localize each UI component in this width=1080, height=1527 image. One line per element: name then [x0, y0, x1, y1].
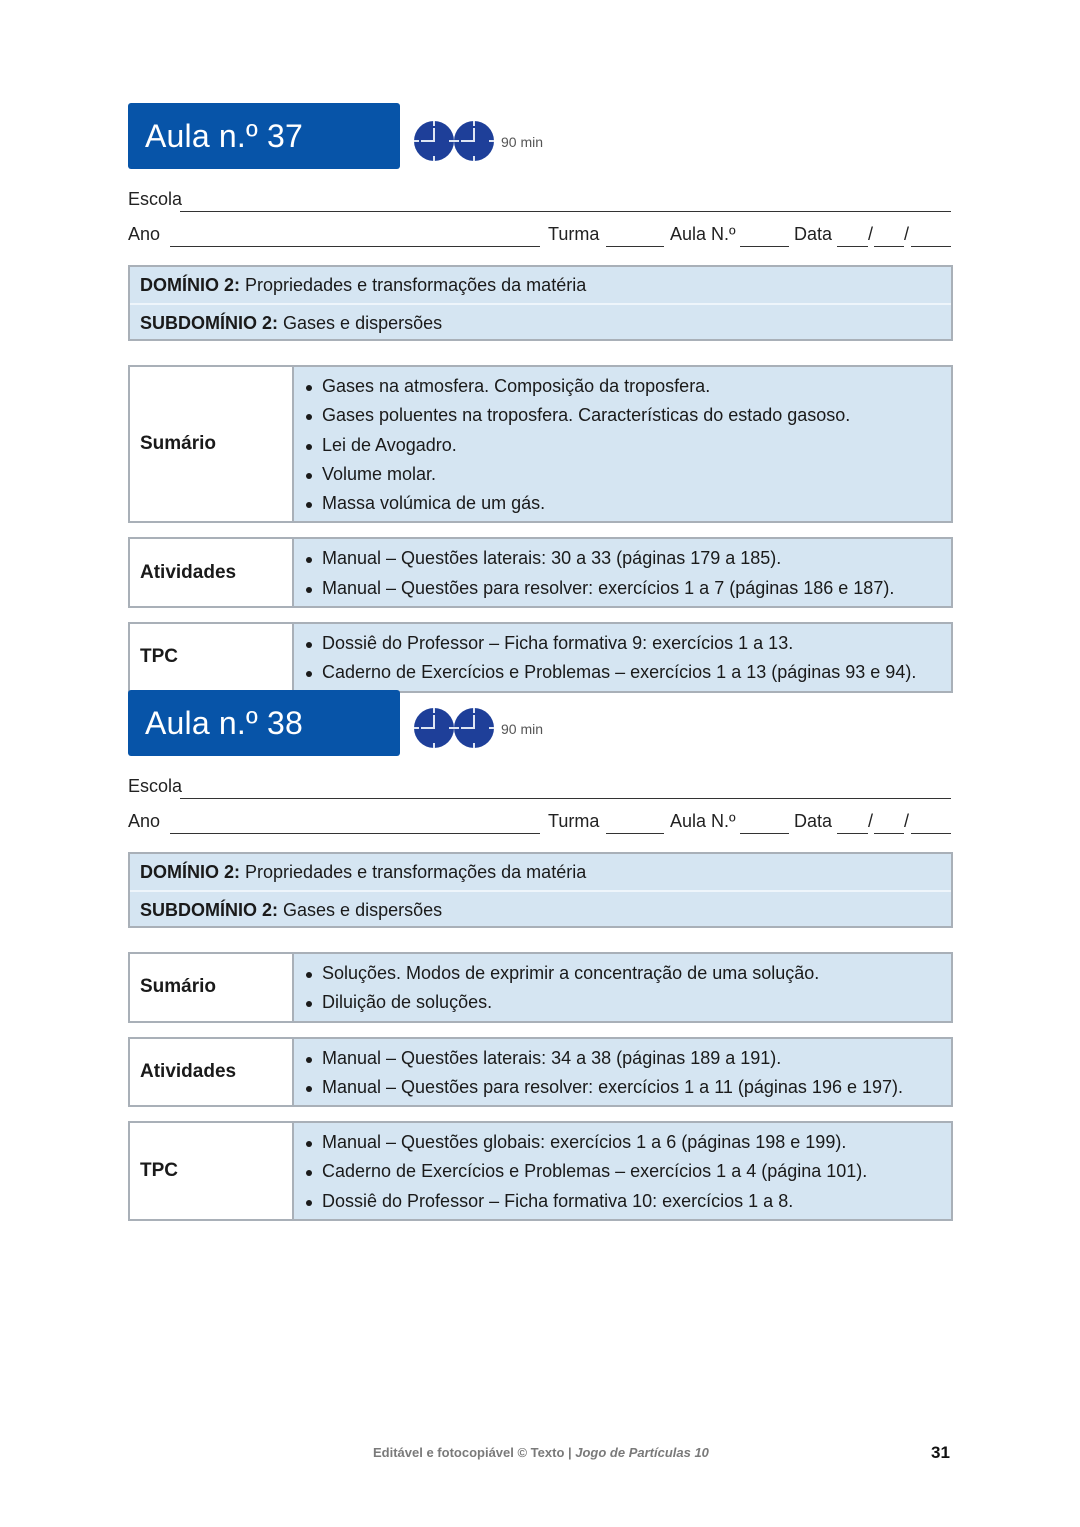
date-separator: / [868, 224, 874, 244]
aula-number-input-line[interactable] [740, 833, 789, 834]
date-day-input-line[interactable] [837, 246, 868, 247]
copyright-label: Editável e fotocopiável © Texto | [373, 1445, 576, 1460]
subdominio-label: SUBDOMÍNIO 2: [140, 313, 279, 333]
sumario-table [128, 952, 953, 1023]
lesson-37 [128, 103, 953, 693]
sumario-list [304, 959, 951, 1018]
escola-label: Escola [128, 776, 183, 796]
atividades-list [304, 1044, 951, 1103]
date-month-input-line[interactable] [874, 833, 904, 834]
escola-input-line[interactable] [180, 798, 951, 799]
aula-number-label: Aula N.º [670, 811, 736, 831]
turma-input-line[interactable] [606, 833, 664, 834]
list-item: Manual – Questões para resolver: exercícios 1 a 11 (páginas 196 e 197). [304, 1073, 951, 1102]
list-item: Dossiê do Professor – Ficha formativa 9: exercícios 1 a 13. [304, 629, 951, 658]
duration-label: 90 min [501, 134, 544, 150]
dominio-value: Propriedades e transformações da matéria [245, 275, 587, 295]
list-item: Manual – Questões laterais: 30 a 33 (páginas 179 a 185). [304, 544, 951, 573]
lesson-title: Aula n.º 38 [128, 690, 400, 756]
tpc-label: TPC [130, 624, 294, 691]
tpc-table [128, 1121, 953, 1221]
list-item: Caderno de Exercícios e Problemas – exercícios 1 a 4 (página 101). [304, 1157, 951, 1186]
subdominio-value: Gases e dispersões [283, 313, 443, 333]
list-item: Gases poluentes na troposfera. Características do estado gasoso. [304, 401, 951, 430]
atividades-table [128, 537, 953, 608]
list-item: Gases na atmosfera. Composição da troposfera. [304, 372, 951, 401]
escola-field [128, 181, 953, 216]
tpc-label: TPC [130, 1123, 294, 1219]
data-label: Data [794, 224, 833, 244]
lesson-header [128, 103, 953, 169]
lesson-38 [128, 690, 953, 1221]
subdominio-row [130, 303, 951, 339]
ano-label: Ano [128, 811, 161, 831]
date-month-input-line[interactable] [874, 246, 904, 247]
list-item: Manual – Questões laterais: 34 a 38 (páginas 189 a 191). [304, 1044, 951, 1073]
book-title: Jogo de Partículas 10 [575, 1445, 709, 1460]
ano-turma-aula-data-fields [128, 803, 953, 838]
tpc-list [304, 629, 951, 688]
list-item: Diluição de soluções. [304, 988, 951, 1017]
dominio-value: Propriedades e transformações da matéria [245, 862, 587, 882]
list-item: Manual – Questões para resolver: exercícios 1 a 7 (páginas 186 e 187). [304, 574, 951, 603]
duration-clocks [413, 707, 493, 749]
atividades-table [128, 1037, 953, 1108]
escola-field [128, 768, 953, 803]
clock-icon [453, 120, 495, 162]
page-number: 31 [931, 1443, 950, 1462]
dominio-row [130, 267, 951, 303]
date-separator: / [904, 811, 910, 831]
escola-input-line[interactable] [180, 211, 951, 212]
aula-number-label: Aula N.º [670, 224, 736, 244]
date-day-input-line[interactable] [837, 833, 868, 834]
turma-label: Turma [548, 224, 600, 244]
lesson-header [128, 690, 953, 756]
sumario-label: Sumário [130, 954, 294, 1021]
escola-label: Escola [128, 189, 183, 209]
list-item: Volume molar. [304, 460, 951, 489]
page-footer [0, 1443, 1080, 1463]
atividades-label: Atividades [130, 1039, 294, 1106]
list-item: Dossiê do Professor – Ficha formativa 10: exercícios 1 a 8. [304, 1187, 951, 1216]
dominio-label: DOMÍNIO 2: [140, 275, 241, 295]
tpc-table [128, 622, 953, 693]
clock-icon [413, 707, 455, 749]
subdominio-label: SUBDOMÍNIO 2: [140, 900, 279, 920]
date-separator: / [904, 224, 910, 244]
turma-input-line[interactable] [606, 246, 664, 247]
list-item: Massa volúmica de um gás. [304, 489, 951, 518]
lesson-title: Aula n.º 37 [128, 103, 400, 169]
list-item: Manual – Questões globais: exercícios 1 a 6 (páginas 198 e 199). [304, 1128, 951, 1157]
sumario-list [304, 372, 951, 518]
date-separator: / [868, 811, 874, 831]
copyright-text [373, 1445, 709, 1460]
dominio-row [130, 854, 951, 890]
date-year-input-line[interactable] [911, 833, 951, 834]
list-item: Caderno de Exercícios e Problemas – exercícios 1 a 13 (páginas 93 e 94). [304, 658, 951, 687]
atividades-list [304, 544, 951, 603]
sumario-label: Sumário [130, 367, 294, 521]
dominio-label: DOMÍNIO 2: [140, 862, 241, 882]
domain-box [128, 852, 953, 928]
clock-icon [413, 120, 455, 162]
sumario-table [128, 365, 953, 523]
subdominio-value: Gases e dispersões [283, 900, 443, 920]
ano-input-line[interactable] [170, 833, 540, 834]
data-label: Data [794, 811, 833, 831]
turma-label: Turma [548, 811, 600, 831]
duration-label: 90 min [501, 721, 544, 737]
date-year-input-line[interactable] [911, 246, 951, 247]
domain-box [128, 265, 953, 341]
subdominio-row [130, 890, 951, 926]
ano-input-line[interactable] [170, 246, 540, 247]
list-item: Lei de Avogadro. [304, 431, 951, 460]
list-item: Soluções. Modos de exprimir a concentração de uma solução. [304, 959, 951, 988]
atividades-label: Atividades [130, 539, 294, 606]
tpc-list [304, 1128, 951, 1216]
duration-clocks [413, 120, 493, 162]
ano-label: Ano [128, 224, 161, 244]
ano-turma-aula-data-fields [128, 216, 953, 251]
clock-icon [453, 707, 495, 749]
aula-number-input-line[interactable] [740, 246, 789, 247]
